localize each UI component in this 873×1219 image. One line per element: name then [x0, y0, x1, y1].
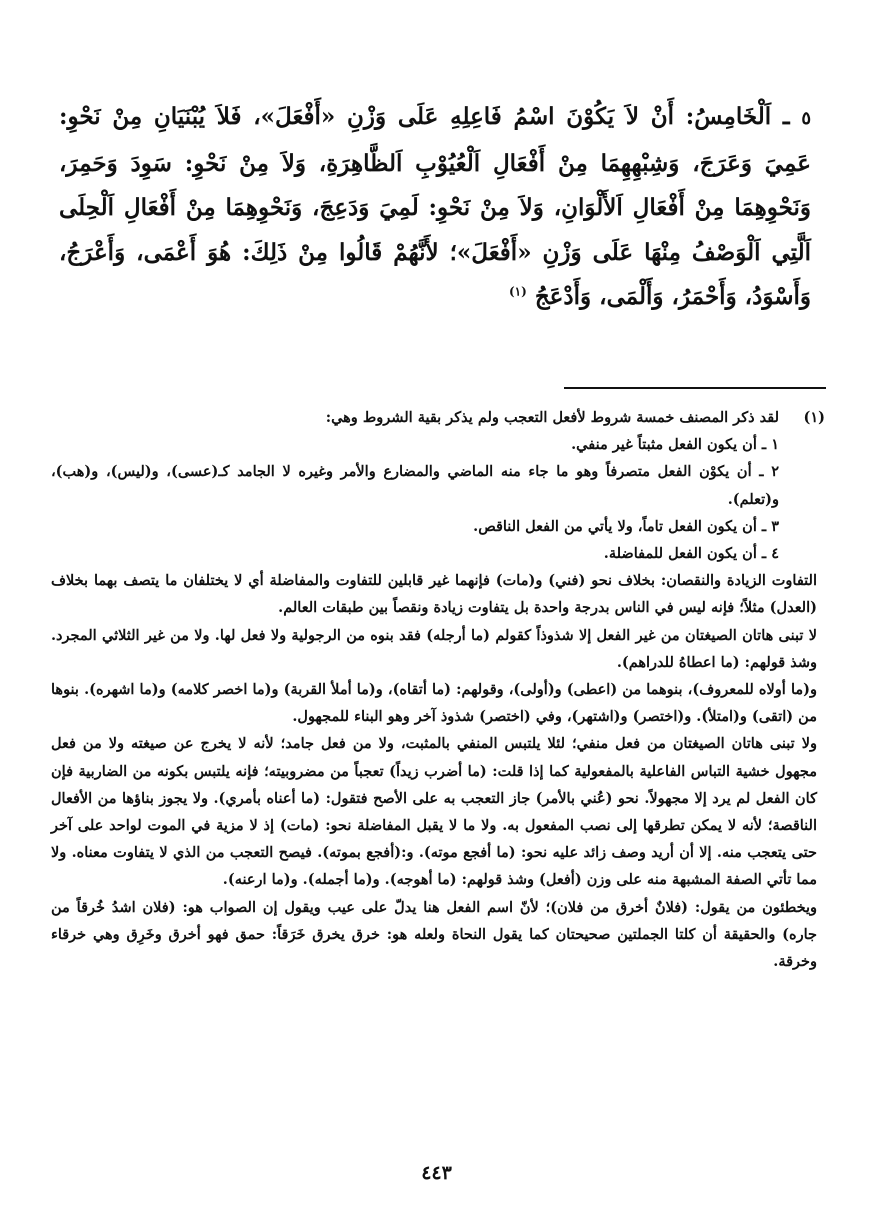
footnote-number: (١)	[803, 409, 825, 426]
footnote-paragraph: و(ما أولاه للمعروف)، بنوهما من (اعطى) و(أولى)، وقولهم: (ما أتقاه)، و(ما أملأ القربة) و(ما اخصر كلامه) و(ما اشهره). بنوها من (اتقى) و(امتلأ). و(اختصر) و(اشتهر)، وفي (اختصر) شذوذ آخر وهو البناء للمجهول.	[51, 681, 817, 726]
footnote-separator	[564, 387, 826, 389]
footnote-paragraph: ويخطئون من يقول: (فلانٌ أخرق من فلان)؛ لأنّ اسم الفعل هنا يدلّ على عيب ويقول إن الصواب هو: (فلان اشدُ خُرقاً من جاره) والحقيقة أن كلتا الجملتين صحيحتان كما يقول النحاة ولعله هو: خرق يخرق خَرَقاً: حمق فهو أخرق وخَرِق وهي خرقاء وخرقة.	[51, 898, 817, 971]
main-paragraph-text: ـ اَلْخَامِسُ: أَنْ لاَ يَكُوْنَ اسْمُ فَاعِلِهِ عَلَى وَزْنِ «أَفْعَلَ»، فَلاَ يُبْنَيَانِ مِنْ نَحْوِ: عَمِيَ وَعَرَجَ، وَشِبْهِهِمَا مِنْ أَفْعَالِ اَلْعُيُوْبِ اَلظَّاهِرَةِ، وَلاَ مِنْ نَحْوِ: سَوِدَ وَحَمِرَ، وَنَحْوِهِمَا مِنْ أَفْعَالِ اَلأَلْوَانِ، وَلاَ مِنْ نَحْوِ: لَمِيَ وَدَعِجَ، وَنَحْوِهِمَا مِنْ أَفْعَالِ اَلْحِلَى اَلَّتِي اَلْوَصْفُ مِنْهَا عَلَى وَزْنِ «أَفْعَلَ»؛ لأَنَّهُمْ قَالُوا مِنْ ذَلِكَ: هُوَ أَعْمَى، وَأَعْرَجُ، وَأَسْوَدُ، وَأَحْمَرُ، وَأَلْمَى، وَأَدْعَجُ	[59, 103, 811, 310]
footnote-paragraph: لا تبنى هاتان الصيغتان من غير الفعل إلا شذوذاً كقولم (ما أرجله) فقد بنوه من الرجولية ولا فعل لها. ولا من غير الثلاثي المجرد. وشذ قولهم: (ما اعطاهُ للدراهم).	[51, 626, 817, 671]
footnote-line: ٢ ـ أن يكوْن الفعل متصرفاً وهو ما جاء منه الماضي والمضارع والأمر وغيره لا الجامد كـ(عسى)، و(ليس)، و(هب)، و(تعلم).	[51, 463, 779, 508]
footnote-line: ٤ ـ أن يكون الفعل للمفاضلة.	[603, 545, 779, 563]
main-paragraph	[59, 95, 811, 320]
page-number: ٤٤٣	[421, 1162, 452, 1184]
footnote-reference: (١)	[508, 284, 527, 299]
footnote-body	[51, 404, 817, 975]
footnote-paragraph: ولا تبنى هاتان الصيغتان من فعل منفي؛ لئلا يلتبس المنفي بالمثبت، ولا من فعل جامد؛ لأنه لا يخرج عن صيغته ولا من فعل مجهول خشية التباس الفاعلية بالمفعولية كما إذا قلت: (ما أضرب زيداً) تعجباً من مضروبيته؛ فإنه يلتبس بكونه من الضاربية فإن كان الفعل لم يرد إلا مجهولاً. نحو (عُني بالأمر) جاز التعجب به على الأصح فتقول: (ما أعناه بأمري). ولا يجوز بناؤها من الأفعال الناقصة؛ لأنه لا يمكن تطرقها إلى نصب المفعول به. ولا ما لا يقبل المفاضلة نحو: (مات) إذ لا مزية في الموت لواحد على آخر حتى يتعجب منه. إلا أن أريد وصف زائد عليه نحو: (ما أفجع موته). و:(أفجع بموته). فيصح التعجب من الذي لا يتفاوت معناه. ولا مما تأتي الصفة المشبهة منه على وزن (أفعل) وشذ قولهم: (ما أهوجه). و(ما أجمله). و(ما ارعنه).	[51, 735, 817, 889]
footnote-section	[51, 404, 825, 975]
footnote-line: لقد ذكر المصنف خمسة شروط لأفعل التعجب ولم يذكر بقية الشروط وهي:	[325, 409, 779, 426]
footnote-line: ١ ـ أن يكون الفعل مثبتاً غير منفي.	[571, 436, 779, 454]
footnote-paragraph: التفاوت الزيادة والنقصان: بخلاف نحو (فني) و(مات) فإنهما غير قابلين للتفاوت والمفاضلة أي لا يختلفان ما يتصف بهما بخلاف (العدل) مثلاً؛ فإنه ليس في الناس بدرجة واحدة بل يتفاوت زيادة ونقصاً بين طبقات العالم.	[51, 572, 817, 617]
paragraph-marker: ٥	[801, 108, 812, 129]
footnote-line: ٣ ـ أن يكون الفعل تاماً، ولا يأتي من الفعل الناقص.	[473, 517, 779, 535]
